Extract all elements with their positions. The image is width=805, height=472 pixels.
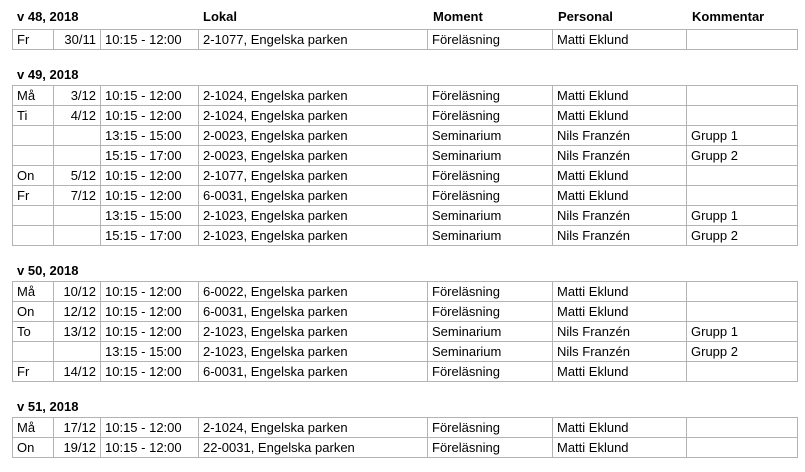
room-cell: 2-1077, Engelska parken	[199, 166, 428, 186]
time-cell: 10:15 - 12:00	[101, 418, 199, 438]
comment-cell	[687, 186, 798, 206]
table-row	[13, 438, 798, 458]
time-cell: 10:15 - 12:00	[101, 30, 199, 50]
time-cell: 10:15 - 12:00	[101, 106, 199, 126]
day-cell: Fr	[13, 30, 54, 50]
staff-cell: Matti Eklund	[553, 166, 687, 186]
moment-cell: Föreläsning	[428, 30, 553, 50]
day-cell: Ti	[13, 106, 54, 126]
staff-cell: Matti Eklund	[553, 186, 687, 206]
table-row	[13, 126, 798, 146]
table-row	[13, 302, 798, 322]
comment-cell	[687, 302, 798, 322]
time-cell: 13:15 - 15:00	[101, 126, 199, 146]
date-cell: 30/11	[54, 30, 101, 50]
room-cell: 2-1023, Engelska parken	[199, 322, 428, 342]
staff-cell: Matti Eklund	[553, 362, 687, 382]
comment-cell: Grupp 2	[687, 342, 798, 362]
day-cell	[13, 146, 54, 166]
room-cell: 2-1024, Engelska parken	[199, 86, 428, 106]
comment-cell: Grupp 1	[687, 126, 798, 146]
table-row	[13, 418, 798, 438]
comment-cell	[687, 438, 798, 458]
room-cell: 2-1023, Engelska parken	[199, 226, 428, 246]
moment-cell: Föreläsning	[428, 418, 553, 438]
staff-cell: Nils Franzén	[553, 322, 687, 342]
date-cell	[54, 206, 101, 226]
week-title: v 49, 2018	[17, 67, 79, 82]
time-cell: 10:15 - 12:00	[101, 186, 199, 206]
table-row	[13, 282, 798, 302]
staff-cell: Matti Eklund	[553, 302, 687, 322]
date-cell: 19/12	[54, 438, 101, 458]
moment-cell: Föreläsning	[428, 362, 553, 382]
table-row	[13, 166, 798, 186]
staff-cell: Nils Franzén	[553, 206, 687, 226]
column-header-moment: Moment	[433, 9, 483, 24]
date-cell: 3/12	[54, 86, 101, 106]
date-cell	[54, 342, 101, 362]
moment-cell: Föreläsning	[428, 438, 553, 458]
room-cell: 2-0023, Engelska parken	[199, 146, 428, 166]
time-cell: 15:15 - 17:00	[101, 226, 199, 246]
comment-cell: Grupp 1	[687, 206, 798, 226]
room-cell: 2-1024, Engelska parken	[199, 418, 428, 438]
staff-cell: Nils Franzén	[553, 226, 687, 246]
room-cell: 22-0031, Engelska parken	[199, 438, 428, 458]
time-cell: 13:15 - 15:00	[101, 342, 199, 362]
day-cell	[13, 226, 54, 246]
room-cell: 2-0023, Engelska parken	[199, 126, 428, 146]
column-header-kommentar: Kommentar	[692, 9, 765, 24]
table-row	[13, 322, 798, 342]
week-table	[12, 281, 798, 382]
room-cell: 2-1024, Engelska parken	[199, 106, 428, 126]
week-title: v 51, 2018	[17, 399, 79, 414]
week-section	[12, 396, 797, 458]
staff-cell: Matti Eklund	[553, 438, 687, 458]
staff-cell: Matti Eklund	[553, 30, 687, 50]
time-cell: 10:15 - 12:00	[101, 166, 199, 186]
room-cell: 6-0022, Engelska parken	[199, 282, 428, 302]
moment-cell: Föreläsning	[428, 86, 553, 106]
room-cell: 2-1023, Engelska parken	[199, 206, 428, 226]
week-title: v 50, 2018	[17, 263, 79, 278]
time-cell: 10:15 - 12:00	[101, 282, 199, 302]
day-cell: Fr	[13, 186, 54, 206]
time-cell: 10:15 - 12:00	[101, 86, 199, 106]
room-cell: 2-1077, Engelska parken	[199, 30, 428, 50]
moment-cell: Seminarium	[428, 126, 553, 146]
time-cell: 13:15 - 15:00	[101, 206, 199, 226]
moment-cell: Föreläsning	[428, 166, 553, 186]
comment-cell	[687, 166, 798, 186]
table-row	[13, 186, 798, 206]
comment-cell	[687, 362, 798, 382]
staff-cell: Matti Eklund	[553, 282, 687, 302]
staff-cell: Matti Eklund	[553, 106, 687, 126]
time-cell: 15:15 - 17:00	[101, 146, 199, 166]
week-heading: v 48, 2018	[17, 9, 79, 24]
staff-cell: Matti Eklund	[553, 418, 687, 438]
time-cell: 10:15 - 12:00	[101, 362, 199, 382]
day-cell	[13, 126, 54, 146]
day-cell: On	[13, 438, 54, 458]
moment-cell: Seminarium	[428, 342, 553, 362]
comment-cell: Grupp 1	[687, 322, 798, 342]
date-cell: 14/12	[54, 362, 101, 382]
day-cell: To	[13, 322, 54, 342]
time-cell: 10:15 - 12:00	[101, 302, 199, 322]
date-cell: 4/12	[54, 106, 101, 126]
date-cell: 13/12	[54, 322, 101, 342]
week-table	[12, 417, 798, 458]
comment-cell	[687, 30, 798, 50]
date-cell	[54, 126, 101, 146]
day-cell: On	[13, 166, 54, 186]
table-row	[13, 30, 798, 50]
comment-cell	[687, 86, 798, 106]
date-cell: 7/12	[54, 186, 101, 206]
table-row	[13, 86, 798, 106]
moment-cell: Seminarium	[428, 206, 553, 226]
day-cell: On	[13, 302, 54, 322]
comment-cell	[687, 418, 798, 438]
staff-cell: Nils Franzén	[553, 126, 687, 146]
comment-cell	[687, 106, 798, 126]
weeks-container	[12, 29, 797, 458]
comment-cell	[687, 282, 798, 302]
time-cell: 10:15 - 12:00	[101, 438, 199, 458]
column-header-row	[12, 4, 797, 29]
date-cell: 17/12	[54, 418, 101, 438]
day-cell: Må	[13, 282, 54, 302]
date-cell: 5/12	[54, 166, 101, 186]
time-cell: 10:15 - 12:00	[101, 322, 199, 342]
moment-cell: Föreläsning	[428, 106, 553, 126]
date-cell	[54, 226, 101, 246]
moment-cell: Föreläsning	[428, 282, 553, 302]
staff-cell: Nils Franzén	[553, 146, 687, 166]
staff-cell: Nils Franzén	[553, 342, 687, 362]
table-row	[13, 342, 798, 362]
date-cell: 10/12	[54, 282, 101, 302]
date-cell	[54, 146, 101, 166]
day-cell: Må	[13, 86, 54, 106]
column-header-lokal: Lokal	[203, 9, 237, 24]
moment-cell: Föreläsning	[428, 186, 553, 206]
week-table	[12, 29, 798, 50]
comment-cell: Grupp 2	[687, 146, 798, 166]
room-cell: 2-1023, Engelska parken	[199, 342, 428, 362]
table-row	[13, 146, 798, 166]
date-cell: 12/12	[54, 302, 101, 322]
moment-cell: Seminarium	[428, 146, 553, 166]
column-header-personal: Personal	[558, 9, 613, 24]
day-cell	[13, 342, 54, 362]
moment-cell: Seminarium	[428, 226, 553, 246]
table-row	[13, 362, 798, 382]
room-cell: 6-0031, Engelska parken	[199, 362, 428, 382]
moment-cell: Föreläsning	[428, 302, 553, 322]
schedule	[12, 4, 797, 458]
table-row	[13, 206, 798, 226]
comment-cell: Grupp 2	[687, 226, 798, 246]
room-cell: 6-0031, Engelska parken	[199, 302, 428, 322]
day-cell	[13, 206, 54, 226]
moment-cell: Seminarium	[428, 322, 553, 342]
week-section	[12, 260, 797, 382]
day-cell: Fr	[13, 362, 54, 382]
table-row	[13, 226, 798, 246]
room-cell: 6-0031, Engelska parken	[199, 186, 428, 206]
week-table	[12, 85, 798, 246]
table-row	[13, 106, 798, 126]
day-cell: Må	[13, 418, 54, 438]
week-section	[12, 29, 797, 50]
week-section	[12, 64, 797, 246]
staff-cell: Matti Eklund	[553, 86, 687, 106]
